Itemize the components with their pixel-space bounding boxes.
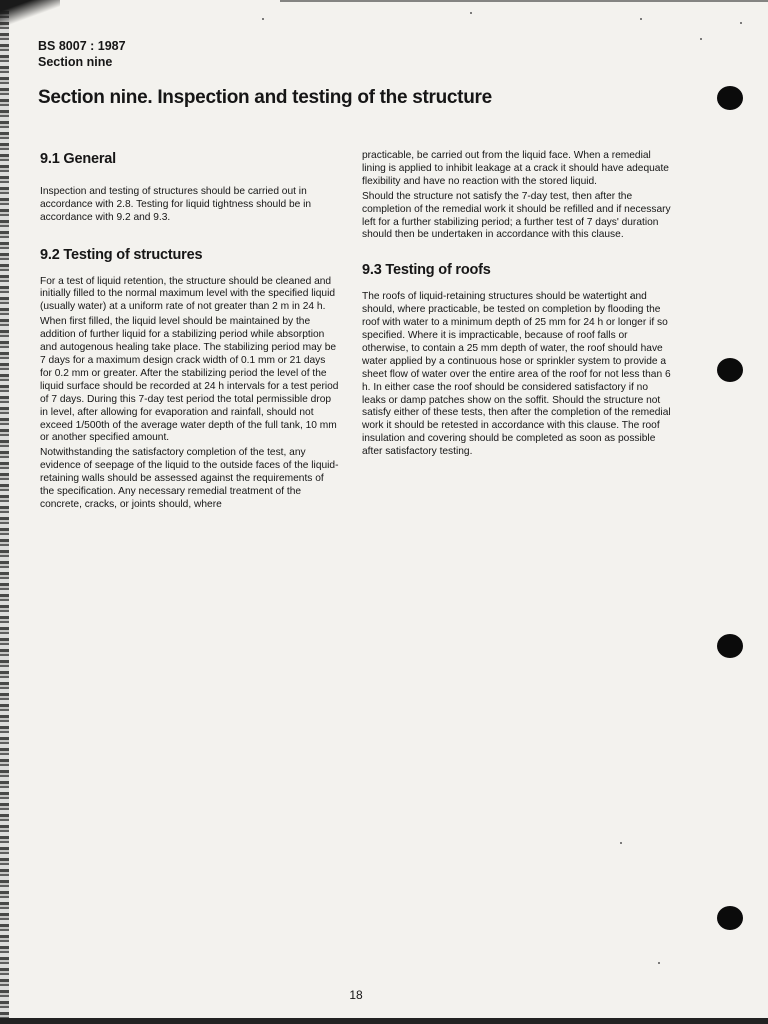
scan-corner-mark [0, 0, 60, 30]
paragraph: For a test of liquid retention, the structure should be cleaned and initially filled to the normal maximum level with the specified liquid (usually water) at a uniform rate of not greater than 2 m in 24 h. [40, 275, 335, 313]
paragraph: When first filled, the liquid level should be maintained by the addition of further liquid for a stabilizing period while absorption and autogenous healing take place. The stabilizing period may be 7 days for a maximum design crack width of 0.1 mm or 21 days for 0.2 mm or greater. After the stabilizing period the level of the liquid surface should be recorded at 24 h intervals for a test period of 7 days. During this 7-day test period the total permissible drop in level, after allowing for evaporation and rainfall, should not exceed 1/500th of the average water depth of the full tank, 10 mm or another specified amount. [40, 316, 339, 444]
punch-hole [717, 634, 743, 658]
scan-speck [620, 842, 622, 844]
paragraph: practicable, be carried out from the liquid face. When a remedial lining is applied to inhibit leakage at a crack it should have adequate flexibility and have no reaction with the stored liquid. [362, 150, 669, 187]
scan-speck [640, 18, 642, 20]
scan-top-edge [280, 0, 768, 2]
scan-speck [262, 18, 264, 20]
left-column [40, 150, 340, 514]
scan-bottom-edge [0, 1018, 768, 1024]
scan-speck [740, 22, 742, 24]
section-title: Section nine. Inspection and testing of the structure [38, 87, 492, 108]
paragraph: Notwithstanding the satisfactory completion of the test, any evidence of seepage of the liquid to the outside faces of the liquid-retaining walls should be assessed against the requirements of the specification. Any necessary remedial treatment of the concrete, cracks, or joints should, where [40, 447, 339, 510]
page-number: 18 [349, 988, 363, 1002]
paragraph: Should the structure not satisfy the 7-day test, then after the completion of the remedial work it should be refilled and if necessary left for a further stabilizing period; a further test of 7 days' duration should then be undertaken in accordance with this clause. [362, 190, 671, 241]
section-label: Section nine [38, 55, 113, 69]
document-reference [38, 38, 126, 70]
paragraph: The roofs of liquid-retaining structures should be watertight and should, where practicable, be tested on completion by flooding the roof with water to a minimum depth of 25 mm for 24 h or longer if so specified. Where it is impracticable, because of roof falls or otherwise, to contain a 25 mm depth of water, the roof should have water applied by a continuous hose or sprinkler system to provide a sheet flow of water over the entire area of the roof for not less than 6 h. In either case the roof should be considered satisfactory if no leaks or damp patches show on the soffit. Should the structure not satisfy either of these tests, then after the completion of the remedial work it should be retested in accordance with this clause. The roof insulation and covering should be completed as soon as possible after satisfactory testing. [362, 291, 671, 458]
heading-9-3: 9.3 Testing of roofs [362, 262, 491, 279]
heading-9-1: 9.1 General [40, 151, 116, 167]
paragraph: Inspection and testing of structures should be carried out in accordance with 2.8. Testing for liquid tightness should be in accordance with 9.2 and 9.3. [40, 185, 312, 223]
scan-binding-edge [0, 0, 9, 1024]
scan-speck [700, 38, 702, 40]
standard-number: BS 8007 : 1987 [38, 39, 126, 53]
punch-hole [717, 906, 743, 930]
heading-9-2: 9.2 Testing of structures [40, 246, 203, 263]
scan-speck [470, 12, 472, 14]
scan-speck [658, 962, 660, 964]
punch-hole [717, 86, 743, 110]
punch-hole [717, 358, 743, 382]
right-column [362, 150, 674, 461]
